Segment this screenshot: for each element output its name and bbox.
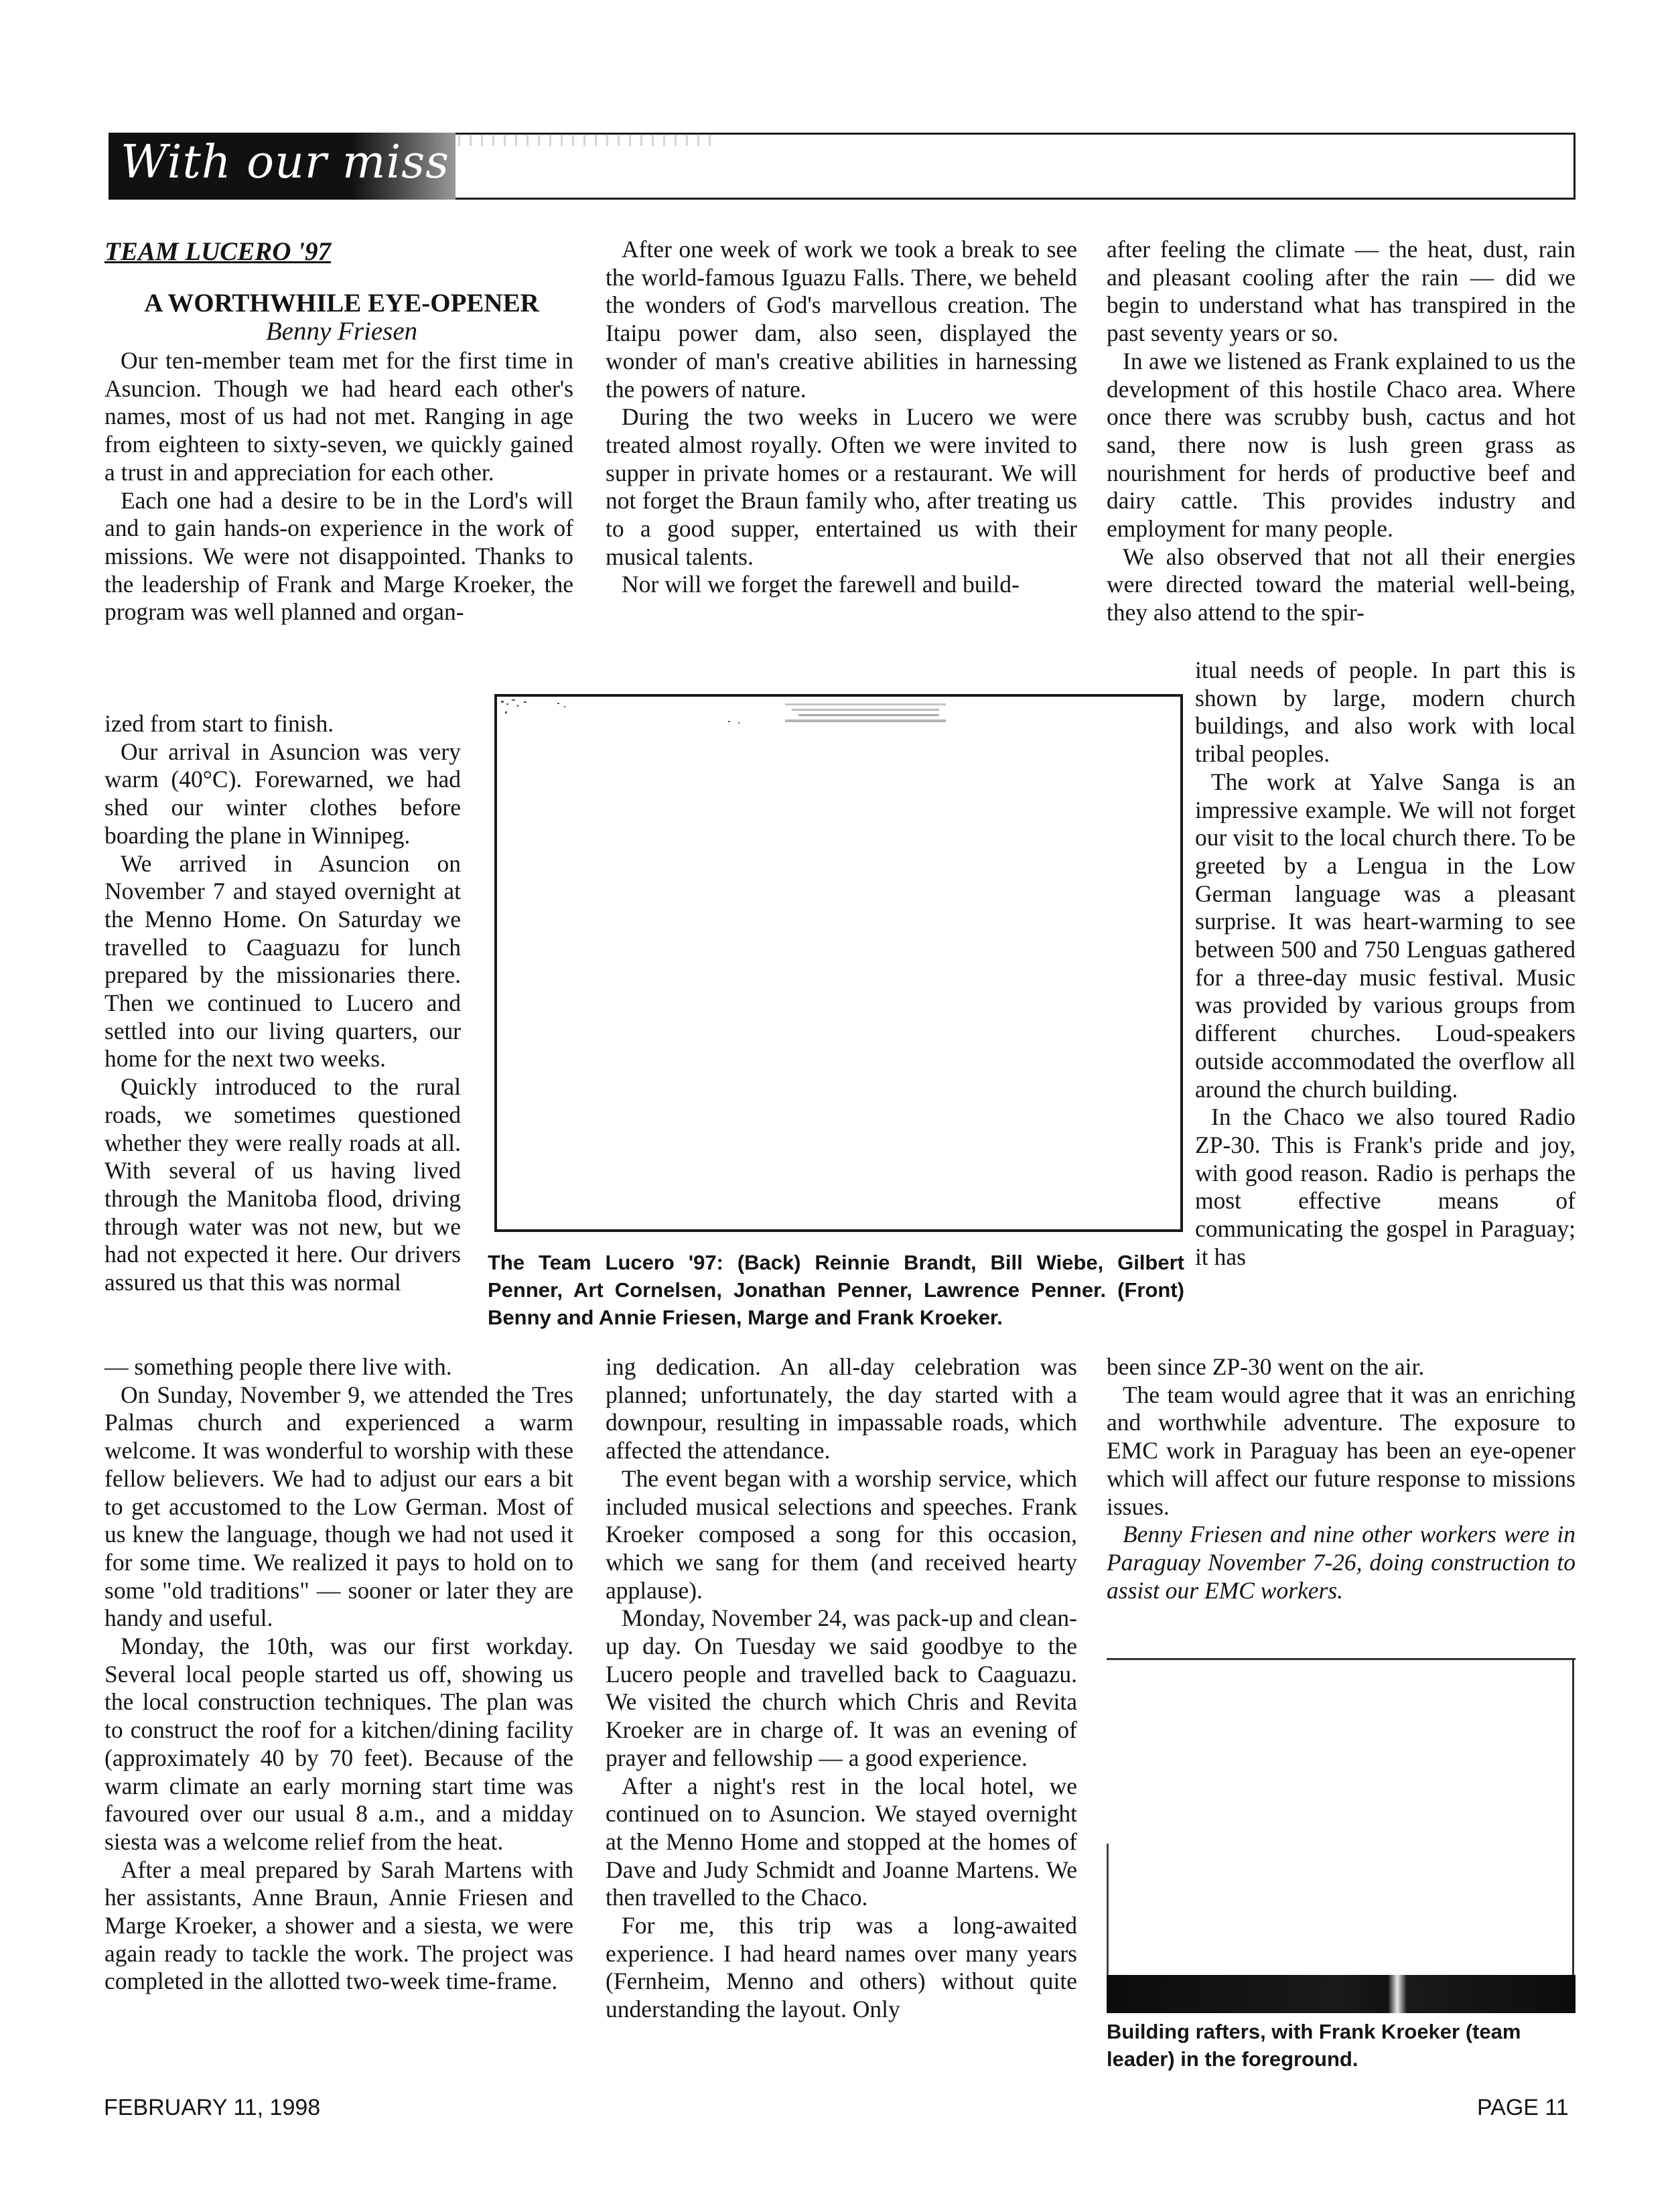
paragraph: The team would agree that it was an enriching and worthwhile adventure. The exposure to EMC work in Paraguay has been an eye-opener which will affect our future response to missions issues. bbox=[1107, 1381, 1576, 1520]
column-2-bottom bbox=[606, 1353, 1077, 2024]
paragraph: After a meal prepared by Sarah Martens with her assistants, Anne Braun, Annie Friesen and Marge Kroeker, a shower and a siesta, we were again ready to tackle the work. The project was completed in the allotted two-week time-frame. bbox=[104, 1856, 573, 1995]
scan-specks bbox=[435, 134, 717, 146]
column-3-middle bbox=[1195, 657, 1576, 1271]
photo-scan-noise bbox=[497, 697, 1179, 737]
rafters-photo-right-edge bbox=[1572, 1658, 1574, 2013]
author-note: Benny Friesen and nine other workers were in Paraguay November 7-26, doing construction to assist our EMC workers. bbox=[1107, 1521, 1576, 1604]
paragraph: On Sunday, November 9, we attended the Tres Palmas church and experienced a warm welcome. It was wonderful to worship with these fellow believers. We had to adjust our ears a bit to get accustomed to the Low German. Most of us knew the language, though we had not used it for some time. We realized it pays to hold on to some "old traditions" — sooner or later they are handy and useful. bbox=[104, 1381, 573, 1632]
paragraph: In awe we listened as Frank explained to us the development of this hostile Chaco area. Where once there was scrubby bush, cactus and hot sand, there now is lush green grass as nourishment for herds of productive beef and dairy cattle. This provides industry and employment for many people. bbox=[1107, 347, 1576, 543]
paragraph: We also observed that not all their energies were directed toward the material well-being, they also attend to the spir- bbox=[1107, 543, 1576, 626]
paragraph: The event began with a worship service, which included musical selections and speeches. Frank Kroeker composed a song for this occasion, which we sang for them (and received hearty applause). bbox=[606, 1464, 1077, 1604]
paragraph: Monday, November 24, was pack-up and clean-up day. On Tuesday we said goodbye to the Lucero people and travelled back to Caaguazu. We visited the church which Chris and Revita Kroeker are in charge of. It was an evening of prayer and fellowship — a good experience. bbox=[606, 1604, 1077, 1771]
paragraph: Monday, the 10th, was our first workday. Several local people started us off, showing us the local construction techniques. The plan was to construct the roof for a kitchen/dining facility (approximately 40 by 70 feet). Because of the warm climate an early morning start time was favoured over our usual 8 a.m., and a midday siesta was a welcome relief from the heat. bbox=[104, 1633, 573, 1855]
paragraph: Each one had a desire to be in the Lord's will and to gain hands-on experience in the work of missions. We were not disappointed. Thanks to the leadership of Frank and Marge Kroeker, the program was well planned and organ- bbox=[104, 486, 573, 626]
rafters-photo-caption: Building rafters, with Frank Kroeker (team leader) in the foreground. bbox=[1107, 2020, 1521, 2071]
article-headline: A WORTHWHILE EYE-OPENER bbox=[144, 289, 539, 318]
paragraph: ing dedication. An all-day celebration was planned; unfortunately, the day started with a downpour, resulting in impassable roads, which affected the attendance. bbox=[606, 1353, 1077, 1464]
team-photo-caption: The Team Lucero '97: (Back) Reinnie Brandt, Bill Wiebe, Gilbert Penner, Art Cornelsen, Jonathan Penner, Lawrence Penner. (Front) Benny and Annie Friesen, Marge and Frank Kroeker. bbox=[488, 1251, 1184, 1329]
paragraph: For me, this trip was a long-awaited experience. I had heard names over many years (Fernheim, Menno and others) without quite understanding the layout. Only bbox=[606, 1912, 1077, 2023]
paragraph: After a night's rest in the local hotel, we continued on to Asuncion. We stayed overnight at the Menno Home and stopped at the homes of Dave and Judy Schmidt and Joanne Martens. We then travelled to the Chaco. bbox=[606, 1772, 1077, 1911]
page-number: PAGE 11 bbox=[1477, 2095, 1569, 2120]
column-1-top bbox=[104, 347, 573, 626]
paragraph: ized from start to finish. bbox=[104, 710, 334, 737]
paragraph: Nor will we forget the farewell and build- bbox=[622, 571, 1020, 598]
paragraph: itual needs of people. In part this is shown by large, modern church buildings, and also work with local tribal peoples. bbox=[1195, 657, 1576, 768]
issue-date: FEBRUARY 11, 1998 bbox=[104, 2095, 321, 2120]
paragraph: Our ten-member team met for the first time in Asuncion. Though we had heard each other's names, most of us had not met. Ranging in age from eighteen to sixty-seven, we quickly gained a trust in and appreciation for each other. bbox=[104, 347, 573, 486]
paragraph: after feeling the climate — the heat, dust, rain and pleasant cooling after the rain — did we begin to understand what has transpired in the past seventy years or so. bbox=[1107, 236, 1576, 347]
team-photo bbox=[494, 694, 1183, 1232]
article-byline: Benny Friesen bbox=[265, 317, 418, 346]
paragraph: After one week of work we took a break to see the world-famous Iguazu Falls. There, we beheld the wonders of God's marvellous creation. The Itaipu power dam, also seen, displayed the wonder of man's creative abilities in harnessing the powers of nature. bbox=[606, 236, 1077, 403]
section-header-title: With our miss bbox=[121, 136, 450, 189]
paragraph: Our arrival in Asuncion was very warm (40°C). Forewarned, we had shed our winter clothes before boarding the plane in Winnipeg. bbox=[104, 738, 461, 849]
column-3-top bbox=[1107, 236, 1576, 627]
paragraph: During the two weeks in Lucero we were treated almost royally. Often we were invited to supper in private homes or a restaurant. We will not forget the Braun family who, after treating us to a good supper, entertained us with their musical talents. bbox=[606, 403, 1077, 570]
column-3-bottom bbox=[1107, 1353, 1576, 1604]
paragraph: Quickly introduced to the rural roads, we sometimes questioned whether they were really roads at all. With several of us having lived through the Manitoba flood, driving through water was not new, but we had not expected it here. Our drivers assured us that this was normal bbox=[104, 1073, 461, 1296]
paragraph: In the Chaco we also toured Radio ZP-30. This is Frank's pride and joy, with good reason. Radio is perhaps the most effective means of communicating the gospel in Paraguay; it has bbox=[1195, 1103, 1576, 1270]
column-1-bottom bbox=[104, 1353, 573, 1996]
paragraph: The work at Yalve Sanga is an impressive example. We will not forget our visit to the local church there. To be greeted by a Lengua in the Low German language was a pleasant surprise. It was heart-warming to see between 500 and 750 Lenguas gathered for a three-day music festival. Music was provided by various groups from different churches. Loud-speakers outside accommodated the overflow all around the church building. bbox=[1195, 768, 1576, 1103]
column-2-top bbox=[606, 236, 1077, 599]
rafters-photo-top-edge bbox=[1107, 1658, 1576, 1660]
column-1-middle bbox=[104, 710, 461, 1297]
rafters-photo bbox=[1107, 1975, 1576, 2013]
section-label: TEAM LUCERO '97 bbox=[104, 237, 332, 266]
paragraph: — something people there live with. bbox=[104, 1353, 452, 1380]
paragraph: been since ZP-30 went on the air. bbox=[1107, 1353, 1425, 1380]
paragraph: We arrived in Asuncion on November 7 and stayed overnight at the Menno Home. On Saturday we travelled to Caaguazu for lunch prepared by the missionaries there. Then we continued to Lucero and settled into our living quarters, our home for the next two weeks. bbox=[104, 849, 461, 1073]
